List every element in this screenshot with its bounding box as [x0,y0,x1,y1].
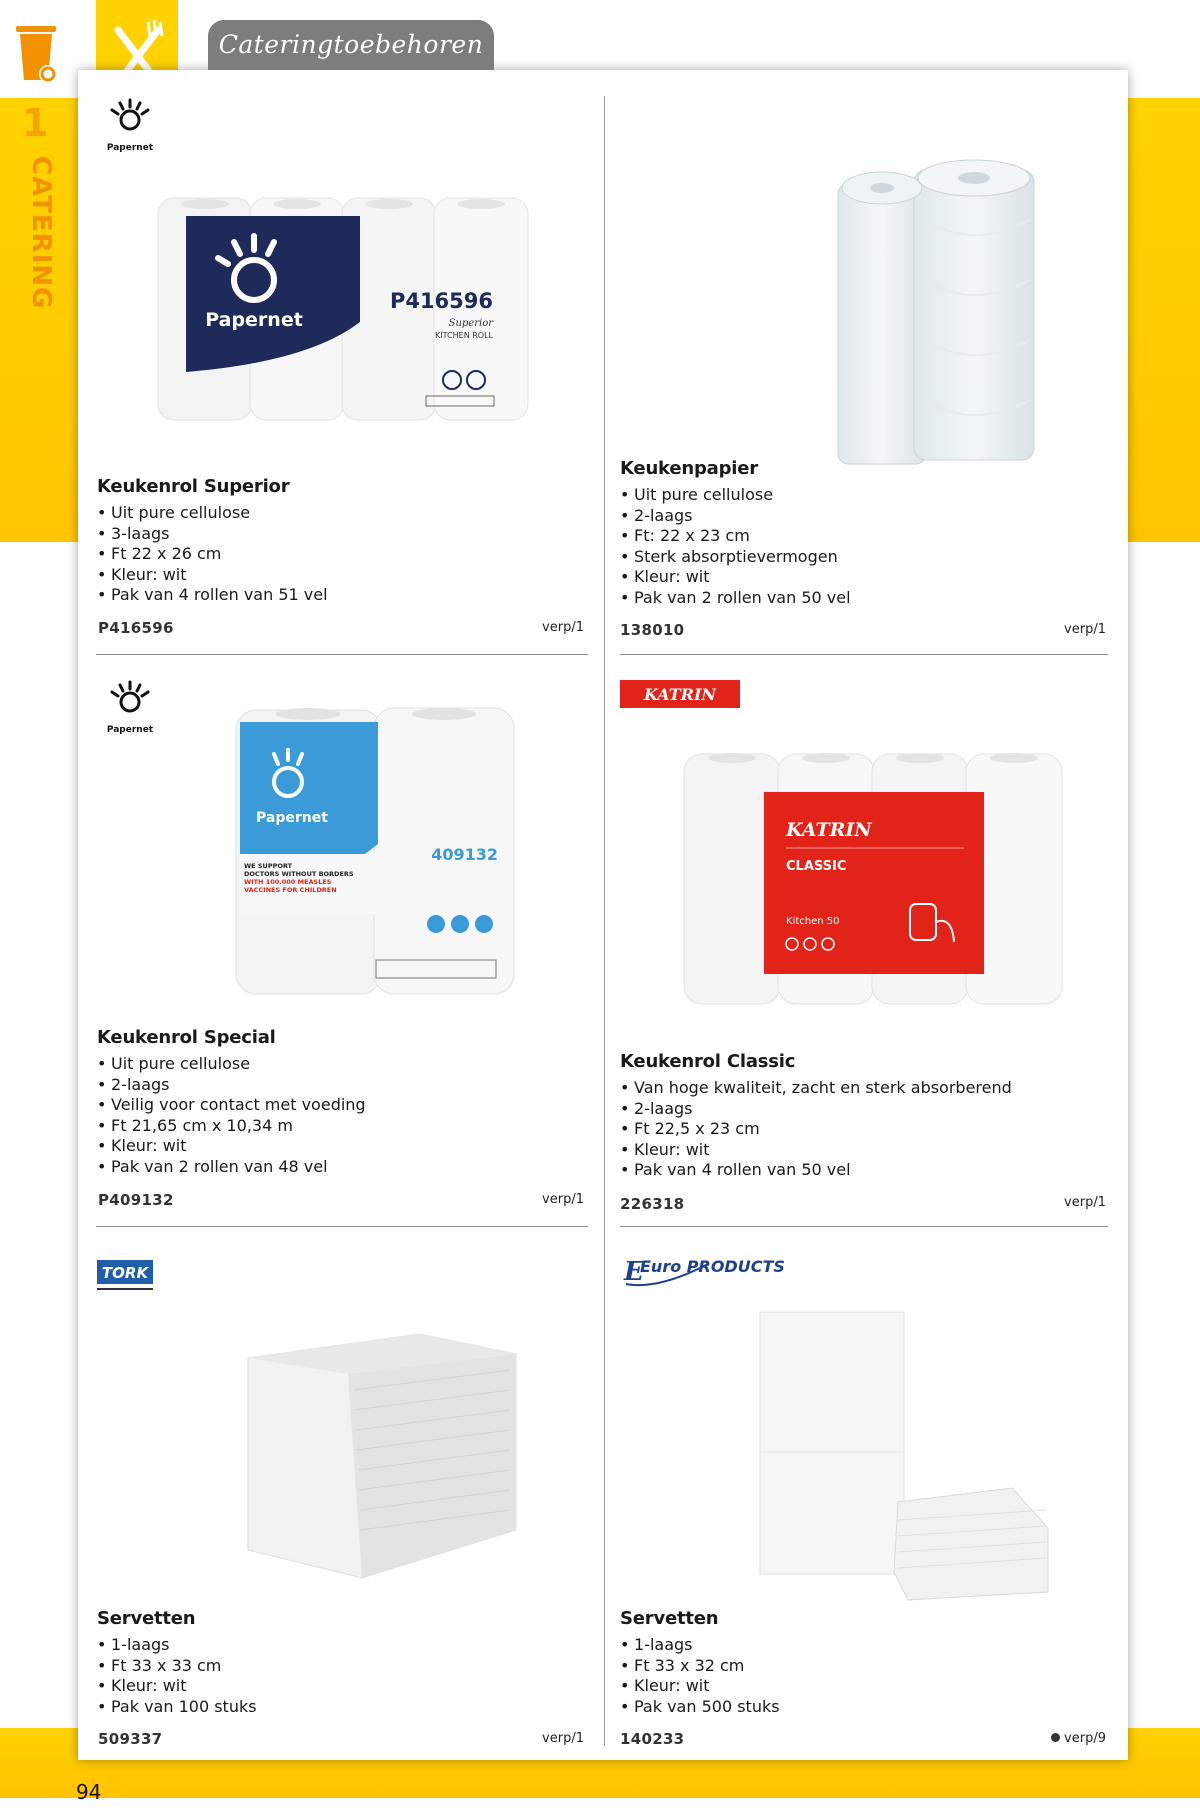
spec-item: • Sterk absorptievermogen [620,547,1130,568]
spec-item: • 1-laags [620,1635,1130,1656]
product-image-servetten-tork [244,1330,516,1582]
svg-text:Papernet: Papernet [205,309,303,331]
spec-item: • Kleur: wit [97,565,607,586]
packaging-unit: verp/1 [542,1192,584,1207]
spec-item: • Ft 22,5 x 23 cm [620,1119,1130,1140]
spec-item: • 3-laags [97,524,607,545]
spec-item: • Van hoge kwaliteit, zacht en sterk absorberend [620,1078,1130,1099]
product-specs [620,485,1130,608]
waste-bin-icon [12,18,62,88]
svg-text:Papernet: Papernet [106,143,154,153]
product-title: Keukenrol Classic [620,1051,796,1072]
product-title: Keukenrol Superior [97,476,290,497]
product-specs [97,1635,607,1717]
spec-item: • 2-laags [620,1099,1130,1120]
spec-item: • Kleur: wit [620,567,1130,588]
product-title: Servetten [97,1608,196,1629]
spec-item: • Ft 33 x 33 cm [97,1656,607,1677]
spec-item: • Ft 22 x 26 cm [97,544,607,565]
product-specs [97,503,607,606]
product-title: Servetten [620,1608,719,1629]
product-code: P416596 [98,619,174,637]
product-image-keukenrol-superior [158,192,532,426]
spec-item: • Kleur: wit [97,1676,607,1697]
svg-text:Superior: Superior [448,318,493,329]
column-divider [604,96,605,1746]
product-specs [97,1054,607,1177]
katrin-logo [620,680,740,708]
svg-text:WE SUPPORT: WE SUPPORT [244,862,293,870]
row-divider [96,654,588,655]
svg-text:409132: 409132 [431,845,498,864]
svg-text:TORK: TORK [101,1264,149,1282]
spec-item: • Pak van 4 rollen van 50 vel [620,1160,1130,1181]
spec-item: • 2-laags [620,506,1130,527]
product-code: P409132 [98,1191,174,1209]
svg-text:P416596: P416596 [389,289,493,313]
spec-item: • Pak van 2 rollen van 48 vel [97,1157,607,1178]
svg-text:WITH 100.000 MEASLES: WITH 100.000 MEASLES [244,878,332,886]
spec-item: • Veilig voor contact met voeding [97,1095,607,1116]
spec-item: • Uit pure cellulose [97,1054,607,1075]
svg-text:CLASSIC: CLASSIC [786,859,847,874]
product-code: 509337 [98,1730,163,1748]
product-keukenpapier [620,458,1130,608]
product-specs [620,1078,1130,1181]
section-title: Cateringtoebehoren [208,20,494,70]
product-specs [620,1635,1130,1717]
packaging-unit: verp/1 [1064,1195,1106,1210]
product-image-keukenpapier [834,160,1042,470]
spec-item: • Kleur: wit [97,1136,607,1157]
packaging-unit: verp/1 [542,620,584,635]
spec-item: • Kleur: wit [620,1140,1130,1161]
product-code: 138010 [620,621,685,639]
spec-item: • Ft: 22 x 23 cm [620,526,1130,547]
stock-dot-icon [1051,1733,1060,1742]
svg-text:DOCTORS WITHOUT BORDERS: DOCTORS WITHOUT BORDERS [244,870,354,878]
product-servetten-500 [620,1608,1130,1717]
papernet-logo [98,678,162,738]
spec-item: • Pak van 4 rollen van 51 vel [97,585,607,606]
svg-text:Euro PRODUCTS: Euro PRODUCTS [640,1257,785,1276]
spec-item: • Pak van 2 rollen van 50 vel [620,588,1130,609]
row-divider [620,654,1108,655]
product-image-servetten-euro [758,1310,1050,1604]
spec-item: • Ft 21,65 cm x 10,34 m [97,1116,607,1137]
svg-text:Papernet: Papernet [106,725,154,735]
product-keukenrol-special [97,1027,607,1177]
svg-text:KITCHEN ROLL: KITCHEN ROLL [435,331,493,340]
product-code: 226318 [620,1195,685,1213]
product-code: 140233 [620,1730,685,1748]
svg-text:KATRIN: KATRIN [786,819,872,841]
spec-item: • Uit pure cellulose [97,503,607,524]
spec-item: • Ft 33 x 32 cm [620,1656,1130,1677]
product-servetten-100 [97,1608,607,1717]
packaging-unit-label: verp/9 [1064,1731,1106,1746]
packaging-unit: verp/1 [542,1731,584,1746]
spec-item: • Kleur: wit [620,1676,1130,1697]
euro-products-logo [618,1250,785,1292]
svg-text:E: E [624,1257,644,1287]
product-image-keukenrol-special [236,704,518,998]
page-number: 94 [76,1780,102,1804]
spec-item: • 2-laags [97,1075,607,1096]
row-divider [620,1226,1108,1227]
spec-item: • Uit pure cellulose [620,485,1130,506]
papernet-logo [98,96,162,156]
product-title: Keukenpapier [620,458,758,479]
chapter-label: CATERING [26,156,56,310]
spec-item: • 1-laags [97,1635,607,1656]
packaging-unit: verp/1 [1064,622,1106,637]
tork-logo [96,1258,156,1296]
product-keukenrol-superior [97,476,607,606]
row-divider [96,1226,588,1227]
spec-item: • Pak van 100 stuks [97,1697,607,1718]
spec-item: • Pak van 500 stuks [620,1697,1130,1718]
svg-text:Papernet: Papernet [256,810,328,826]
product-image-keukenrol-classic [682,746,1064,1008]
svg-text:KATRIN: KATRIN [643,685,717,704]
chapter-number: 1 [22,101,49,145]
packaging-unit [1030,1731,1106,1746]
svg-text:Kitchen 50: Kitchen 50 [786,916,840,927]
svg-text:VACCINES FOR CHILDREN: VACCINES FOR CHILDREN [244,886,337,894]
product-keukenrol-classic [620,1051,1130,1181]
product-title: Keukenrol Special [97,1027,276,1048]
